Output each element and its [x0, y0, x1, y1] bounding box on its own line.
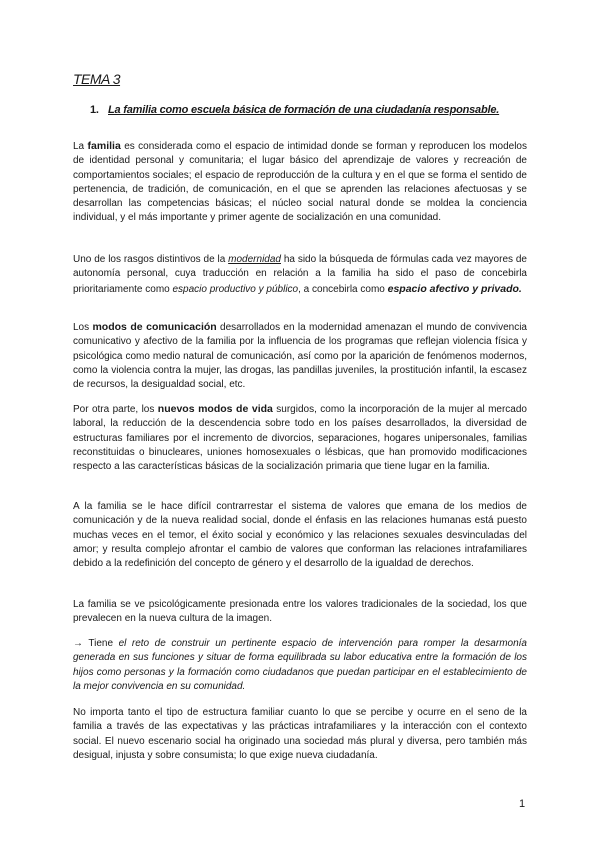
section-heading-text: La familia como escuela básica de formación de una ciudadanía responsable.	[108, 104, 500, 116]
p3-bold: modos de comunicación	[92, 321, 217, 333]
paragraph-presionada: La familia se ve psicológicamente presionada entre los valores tradicionales de la sociedad, los que prevalecen en la nueva cultura de la imagen.	[73, 599, 527, 625]
page-title: TEMA 3	[73, 71, 121, 87]
paragraph-modernidad	[73, 253, 527, 297]
section-heading	[90, 104, 530, 116]
p7-tiene: Tiene	[83, 638, 119, 649]
p3-post: desarrollados en la modernidad amenazan el mundo de convivencia comunicativo y afectivo de la familia por la influencia de los programas que reflejan violencia física y psicológica como medio natural de comunicación, así como por la aparición de fenómenos modernos, como la violencia contra la mujer, las drogas, las pandillas juveniles, la prostitución infantil, la escasez de recursos, la desigualdad social, etc.	[73, 322, 527, 391]
p2-mid2: , a concebirla como	[298, 283, 388, 295]
p3-pre: Los	[73, 322, 93, 333]
arrow-icon: →	[73, 638, 83, 649]
p1-pre: La	[73, 141, 88, 152]
p4-post: surgidos, como la incorporación de la mujer al mercado laboral, la reducción de la descendencia sobre todo en los países desarrollados, la diversidad de estructuras familiares por el incremento de divorcios, separaciones, hogares unipersonales, familias reconstituidas o binucleares, uniones homosexuales o lésbicas, que han promovido modificaciones respecto a las características básicas de la socialización primaria que tiene lugar en la familia.	[73, 404, 527, 473]
section-number: 1.	[90, 104, 99, 116]
p2-italic: espacio productivo y público	[172, 283, 299, 295]
paragraph-estructura: No importa tanto el tipo de estructura familiar cuanto lo que se percibe y ocurre en el seno de la familia a través de las expectativas y las prácticas intrafamiliares y la interacción con el contexto social. El nuevo escenario social ha originado una sociedad más plural y diversa, pero también más desigual, injusta y sobre consumista; lo que exige nueva ciudadanía.	[73, 707, 527, 761]
paragraph-modos-comunicacion	[73, 320, 527, 392]
p4-pre: Por otra parte, los	[73, 404, 158, 415]
p4-bold: nuevos modos de vida	[157, 403, 273, 415]
p2-mid: ha sido la búsqueda de fórmulas cada vez mayores de autonomía personal, cuya traducción en relación a la familia ha sido el paso de concebirla prioritariamente como	[73, 254, 527, 295]
p2-underlined: modernidad	[228, 254, 281, 265]
p1-bold: familia	[87, 140, 121, 152]
paragraph-reto	[73, 637, 527, 694]
paragraph-nuevos-modos	[73, 402, 527, 474]
p2-pre: Uno de los rasgos distintivos de la	[73, 254, 229, 265]
page-number: 1	[519, 798, 526, 810]
p7-text: el reto de construir un pertinente espacio de intervención para romper la desarmonía generada en sus funciones y situar de forma equilibrada su labor educativa entre la formación de los hijos como personas y la formación como ciudadanos que puedan participar en el establecimiento de la mejor convivencia en su comunidad.	[73, 638, 527, 692]
p2-bolditalic: espacio afectivo y privado.	[387, 282, 522, 295]
paragraph-valores: A la familia se le hace difícil contrarrestar el sistema de valores que emana de los medios de comunicación y de la nueva realidad social, donde el énfasis en las relaciones humanas está puesto muchas veces en el temor, el éxito social y económico y las relaciones sexuales desvinculadas del amor; y resulta complejo afrontar el cambio de valores que conforman las relaciones intrafamiliares debido a la redefinición del concepto de género y el desarrollo de la igualdad de derechos.	[73, 501, 527, 570]
paragraph-familia	[73, 139, 527, 226]
p1-post: es considerada como el espacio de intimidad donde se forman y reproducen los modelos de identidad personal y comunitaria; el lugar básico del aprendizaje de valores y recreación de comportamientos sociales; el espacio de reproducción de la cultura y en el que se forma el sentido de pertenencia, de tradición, de comunicación, en el que se aprenden las relaciones afectuosas y se desarrollan las competencias básicas; el núcleo social natural donde se moldea la conciencia individual, y el más importante y primer agente de socialización en una comunidad.	[73, 141, 527, 224]
